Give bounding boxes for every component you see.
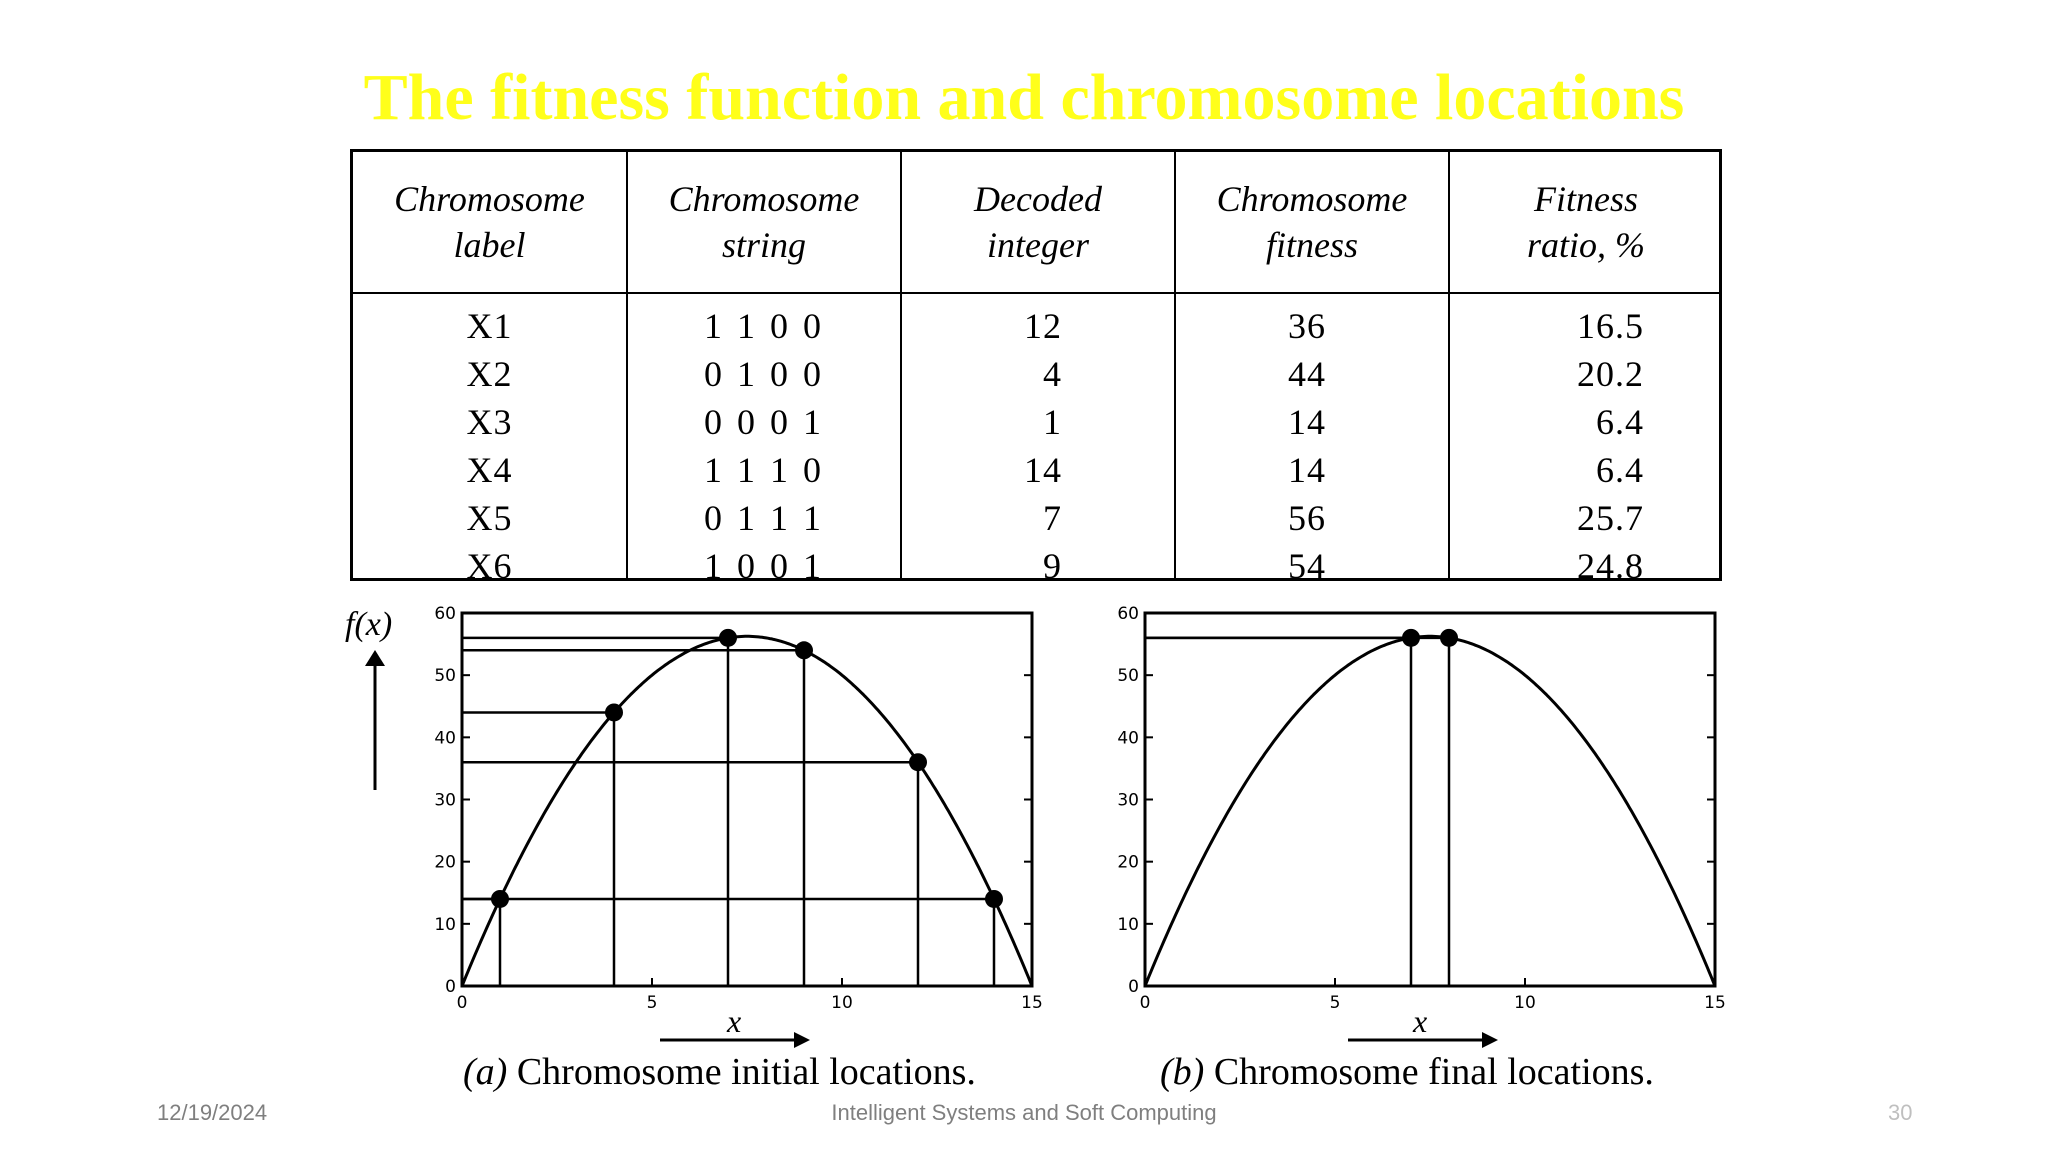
x-axis-label-a: x bbox=[727, 1003, 742, 1039]
header-line: integer bbox=[987, 225, 1089, 265]
plot-a-x-tick-label: 0 bbox=[456, 993, 468, 1013]
plot-a-y-tick-label: 30 bbox=[434, 790, 456, 811]
plot-a-x-tick-label: 15 bbox=[1021, 993, 1043, 1013]
table-cell: 0 1 1 1 bbox=[704, 498, 824, 538]
caption-a-text: Chromosome initial locations. bbox=[507, 1051, 976, 1093]
plot-b-x-tick-label: 15 bbox=[1704, 993, 1726, 1013]
plot-b-y-tick-label: 0 bbox=[1128, 977, 1139, 997]
plot-b-y-tick-label: 20 bbox=[1117, 852, 1139, 873]
plot-b-frame bbox=[1145, 613, 1715, 986]
x-right-arrow-a bbox=[660, 1030, 810, 1050]
plot-b-x-tick-label: 5 bbox=[1329, 993, 1341, 1013]
header-line: Chromosome bbox=[394, 179, 585, 219]
table-cell: 1 0 0 1 bbox=[704, 546, 824, 586]
header-line: ratio, % bbox=[1526, 225, 1645, 265]
table-cell: 56 bbox=[1288, 498, 1326, 538]
table-cell: 14 bbox=[1288, 402, 1326, 442]
table-cell: 1 1 1 0 bbox=[704, 450, 824, 490]
plot-a-y-tick-label: 60 bbox=[434, 604, 456, 624]
plot-a-x-tick-label: 10 bbox=[831, 993, 853, 1013]
header-line: Fitness bbox=[1534, 179, 1638, 219]
table-cell: 16.5 bbox=[1577, 306, 1644, 346]
slide-title: The fitness function and chromosome locations bbox=[363, 61, 1685, 134]
caption-a bbox=[463, 1050, 976, 1094]
table-cell: 12 bbox=[1024, 306, 1062, 346]
table-cell: X5 bbox=[466, 498, 513, 538]
footer-date: 12/19/2024 bbox=[157, 1100, 268, 1125]
caption-b-letter: (b) bbox=[1160, 1051, 1205, 1093]
plot-b-x-tick-label: 0 bbox=[1139, 993, 1151, 1013]
plot-a-y-tick-label: 40 bbox=[434, 728, 456, 749]
table-cell: 7 bbox=[1043, 498, 1062, 538]
plot-b-fitness-curve bbox=[1145, 636, 1715, 986]
fx-axis-label: f(x) bbox=[345, 606, 393, 643]
table-cell: 36 bbox=[1288, 306, 1326, 346]
plot-b-y-tick-label: 50 bbox=[1117, 666, 1139, 687]
plot-a-y-tick-label: 0 bbox=[445, 977, 456, 997]
plot-b-y-tick-label: 60 bbox=[1117, 604, 1139, 624]
plot-b-y-tick-label: 30 bbox=[1117, 790, 1139, 811]
plot-a-x-tick-label: 5 bbox=[646, 993, 658, 1013]
caption-a-letter: (a) bbox=[463, 1051, 508, 1093]
table-cell: 1 bbox=[1043, 402, 1062, 442]
table-cell: 6.4 bbox=[1596, 402, 1644, 442]
table-cell: 14 bbox=[1288, 450, 1326, 490]
header-line: fitness bbox=[1265, 225, 1358, 265]
header-line: Chromosome bbox=[668, 179, 860, 219]
table-cell: X3 bbox=[466, 402, 513, 442]
table-cell: 0 0 0 1 bbox=[704, 402, 824, 442]
footer-title: Intelligent Systems and Soft Computing bbox=[831, 1100, 1217, 1125]
table-cell: 44 bbox=[1288, 354, 1326, 394]
plot-a-y-tick-label: 50 bbox=[434, 666, 456, 687]
table-cell: X6 bbox=[466, 546, 513, 586]
plot-b-y-tick-label: 10 bbox=[1117, 914, 1139, 935]
x-axis-label-b: x bbox=[1413, 1003, 1428, 1039]
caption-b bbox=[1160, 1050, 1654, 1094]
table-cell: 0 1 0 0 bbox=[704, 354, 824, 394]
plot-b-chromosome-point bbox=[1402, 629, 1420, 647]
table-cell: 20.2 bbox=[1577, 354, 1644, 394]
table-cell: 14 bbox=[1024, 450, 1062, 490]
plot-a-y-tick-label: 10 bbox=[434, 914, 456, 935]
plot-b-x-tick-label: 10 bbox=[1514, 993, 1536, 1013]
plot-a-y-tick-label: 20 bbox=[434, 852, 456, 873]
header-line: Decoded bbox=[974, 179, 1102, 219]
caption-b-text: Chromosome final locations. bbox=[1204, 1051, 1654, 1093]
table-cell: 9 bbox=[1043, 546, 1062, 586]
table-cell: X1 bbox=[466, 306, 513, 346]
table-cell: 4 bbox=[1043, 354, 1062, 394]
table-cell: 54 bbox=[1288, 546, 1326, 586]
header-line: Chromosome bbox=[1216, 179, 1408, 219]
header-line: string bbox=[721, 225, 807, 265]
footer-page-number: 30 bbox=[1888, 1100, 1913, 1125]
table-cell: 25.7 bbox=[1577, 498, 1644, 538]
table-cell: 6.4 bbox=[1596, 450, 1644, 490]
plot-b-y-tick-label: 40 bbox=[1117, 728, 1139, 749]
header-line: label bbox=[453, 225, 526, 265]
table-cell: 1 1 0 0 bbox=[704, 306, 824, 346]
x-right-arrow-b bbox=[1348, 1030, 1498, 1050]
table-cell: X2 bbox=[466, 354, 513, 394]
plot-b-chromosome-point bbox=[1440, 629, 1458, 647]
table-cell: X4 bbox=[466, 450, 513, 490]
table-cell: 24.8 bbox=[1577, 546, 1644, 586]
